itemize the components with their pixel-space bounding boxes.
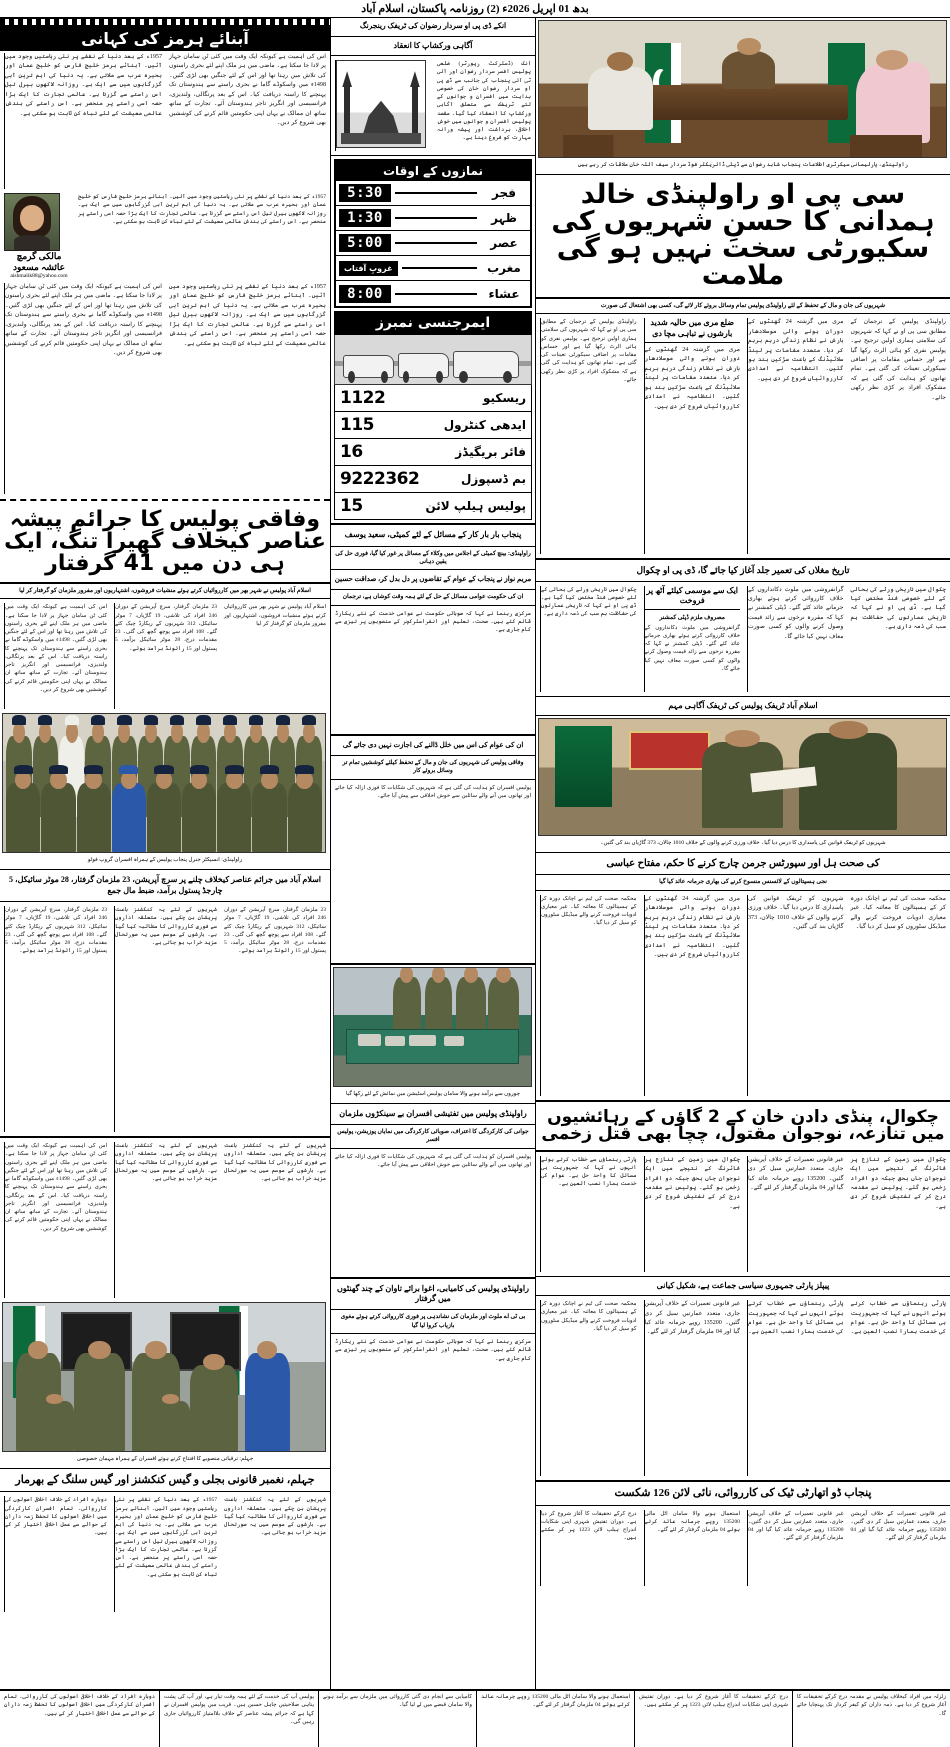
punjab-col4: درج کرکے تحقیقات کا آغاز شروع کر دیا ہے۔ دوران تفتیش شہری اپنی شکایات اندراج ہیلپ لائن 1223 پر کر سکتے ہیں۔ xyxy=(541,1510,637,1542)
emergency-number: 16 xyxy=(340,442,363,463)
party-col4: محکمہ صحت کی ٹیم نے اچانک دورہ کر کے ہسپتالوں کا معائنہ کیا۔ غیر معیاری ادویات فروخت کرنے والے میڈیکل سٹوروں کو سیل کر دیا گیا۔ xyxy=(541,1301,637,1332)
headline-murree: ضلع مری میں حالیہ شدید بارشوں نے تباہی مچا دی xyxy=(650,318,735,338)
prayer-name: ظہر xyxy=(491,211,517,226)
headline-rwp-invest: راولپنڈی پولیس میں تفتیشی افسران بے سینکڑوں ملزمان xyxy=(339,1108,527,1118)
decorative-band xyxy=(0,18,330,26)
gas-col3: اس کی اہمیت ہے کیونکہ ایک وقت میں کئی ٹن سامان جہاز پر لادا جا سکتا ہے۔ ماضی میں ہر ملک اپنے لئے بحری راستوں کی تلاش میں رہتا تھا اور اس کے لئے جنگیں بھی لڑی گئیں۔ 1498ء میں واسکوڈے گاما نے بحری راستے سے ہندوستان تک پہنچنے کا راستہ دریافت کیا۔ اس کے بعد پرتگالی، ولندیزی، فرانسیسی اور انگریز تاجر ہندوستان آئے۔ تجارت کے ساتھ ساتھ ان ممالک نے یہاں اپنی حکومتیں قائم کرنے کی کوششیں بھی شروع کر دیں۔ xyxy=(5,1143,107,1232)
feature-col1b: 1957ء کے بعد دنیا کے نقشے پر نئی ریاستیں وجود میں آئیں۔ آبنائے ہرمز خلیج فارس کو خلیج عمان اور بحیرہ عرب سے ملاتی ہے۔ یہ دنیا کی اہم ترین آبی گزرگاہوں میں سے ایک ہے۔ روزانہ لاکھوں بیرل تیل اس راستے سے گزرتا ہے۔ عالمی تجارت کا ایک بڑا حصہ اسی راستے پر منحصر ہے۔ اس راستے کی بندش عالمی معیشت کے لئے تباہ کن ثابت ہو سکتی ہے۔ xyxy=(78,194,326,225)
murree-body: مری میں گزشتہ 24 گھنٹوں کے دوران ہونے والی موسلادھار بارش نے نظام زندگی درہم برہم کر دیا۔ متعدد مقامات پر لینڈ سلائیڈنگ کے باعث سڑکیں بند ہو گئیں۔ انتظامیہ نے امدادی کارروائیاں شروع کر دی ہیں۔ xyxy=(644,347,740,410)
photo-ceremony xyxy=(2,1302,326,1452)
headline-isb-search: اسلام آباد میں جرائم عناصر کیخلاف چلنے پر سرچ آپریشن، 23 ملزمان گرفتار، 28 موٹر سائیکل، 5 چارجڈ پستول برآمد، ضبط مال جمع xyxy=(8,875,322,895)
photo-award xyxy=(538,718,947,836)
headline-police-crackdown: وفاقی پولیس کا جرائم پیشہ عناصر کیخلاف گھیرا تنگ، ایک ہی دن میں 41 گرفتار xyxy=(4,507,326,576)
subhead-kidnap: بی ٹی اے ملوث اور ملزمان کی نشاندہی پر فوری کارروائی کرتے ہوئے مغوی بازیاب کروا لیا گیا xyxy=(340,1314,526,1329)
feature-body-bottom xyxy=(0,281,330,496)
police-col1: اسلام آباد پولیس نے شہر بھر میں کارروائیاں کرتے ہوئے منشیات فروشوں، اشتہاریوں اور مفرور ملزمان کو گرفتار کر لیا xyxy=(224,604,326,627)
prayer-row xyxy=(336,256,530,281)
prayer-time: 5:00 xyxy=(339,234,391,252)
emergency-name: بم ڈسپوزل xyxy=(461,472,526,487)
gas-tail-col3: دوبارہ افراد کے خلاف اخلاقی اصولوں کی کارروائی۔ تمام افسران کارکردگی میں اخلاقی اصولوں کا تحفظ زمہ داران کے حوالے سے عمل اخلاقی اختیار کر کے ہیں۔ xyxy=(5,1497,107,1537)
punjab-col3: استعمال ہونے والا سامان اٹل مالی 135200 روپے جرمانہ عائد کرتے ہوئے 04 ملزمان گرفتار کر لئے گئے۔ xyxy=(644,1510,740,1534)
feature-col2: 1957ء کے بعد دنیا کے نقشے پر نئی ریاستیں وجود میں آئیں۔ آبنائے ہرمز خلیج فارس کو خلیج عمان اور بحیرہ عرب سے ملاتی ہے۔ یہ دنیا کی اہم ترین آبی گزرگاہوں میں سے ایک ہے۔ روزانہ لاکھوں بیرل تیل اس راستے سے گزرتا ہے۔ عالمی تجارت کا ایک بڑا حصہ اسی راستے پر منحصر ہے۔ اس راستے کی بندش عالمی معیشت کے لئے تباہ کن ثابت ہو سکتی ہے۔ xyxy=(5,54,162,117)
headline-charge: کی صحت ہل اور سپورٹس جرمن چارج کرنے کا حکم، مفتاح عباسی xyxy=(606,857,880,869)
punjab-col1: غیر قانونی تعمیرات کے خلاف آپریشن جاری، متعدد عمارتیں سیل کر دی گئیں۔ 135200 روپے جرمانہ عائد کیا گیا اور 04 ملزمان گرفتار کر لئے گئے۔ xyxy=(850,1510,946,1542)
bottom-col-4: کامیابی سے انجام دی گئی کارروائی میں ملزمان سے برآمد ہونے والا سامان قبضے میں لے لیا گیا۔ xyxy=(323,1694,472,1709)
subhead-maryam: ان کی حکومت عوامی مسائل کے حل کے لئے ہمہ وقت کوشاں ہے، ترجمان xyxy=(342,594,524,601)
prayer-name: عشاء xyxy=(488,286,520,301)
headline-party: پیپلز پارٹی جمہوری سیاسی جماعت ہے، شکیل کیانی xyxy=(656,1280,830,1290)
bottom-col-6: دوبارہ افراد کے خلاف اخلاقی اصولوں کی کارروائی۔ تمام افسران کارکردگی میں اخلاقی اصولوں کا تحفظ زمہ داران کے حوالے سے عمل اخلاقی اختیار کر کے ہیں۔ xyxy=(4,1694,155,1717)
gas-col2: شہریوں کے لئے یہ کنکشنز باعث پریشان بن چکے ہیں۔ متعلقہ اداروں سے فوری کارروائی کا مطالبہ کیا گیا ہے۔ بارشوں کے موسم میں یہ صورتحال مزید خراب ہو جاتی ہے۔ xyxy=(115,1143,217,1182)
column-middle xyxy=(330,18,535,1747)
fruit-body: گرانفروشی میں ملوث دکانداروں کے خلاف کارروائی کرتے ہوئے بھاری جرمانے عائد کئے گئے۔ ڈپٹی کمشنر نے کہا کہ مقررہ نرخوں سے زائد قیمت وصول کرنے والوں کو کسی صورت معاف نہیں کیا جائے گا۔ xyxy=(644,624,740,672)
author-name: عائشہ مسعود xyxy=(12,262,66,272)
mughal-col1: چکوال میں تاریخی ورثے کی بحالی کے لئے خصوصی فنڈ مختص کیا گیا ہے۔ ڈی پی او نے کہا کہ تاریخی عمارتوں کی حفاظت ہم سب کی ذمہ داری ہے۔ xyxy=(850,586,946,631)
photo-police-group xyxy=(2,713,326,853)
emergency-name: فائر بریگیڈز xyxy=(455,445,526,460)
head-anak-1: انکے ڈی پی او سردار رضوان کی ٹریفک رینجرنگ xyxy=(359,21,507,30)
masthead-date-line: بدھ 01 اپریل 2026ء (2) روزنامہ پاکستان، اسلام آباد xyxy=(361,3,589,15)
block-anak xyxy=(331,58,535,153)
prayer-name: عصر xyxy=(490,236,518,251)
bottom-col-3: استعمال ہونے والا سامان اٹل مالی 135200 روپے جرمانہ عائد کرتے ہوئے 04 ملزمان گرفتار کر لئے گئے۔ xyxy=(481,1694,630,1709)
caption-seized-goods: چوروں سے برآمد ہونے والا سامان پولیس اسٹیشن میں نمائش کے لئے رکھا گیا xyxy=(345,1090,521,1097)
author-box xyxy=(0,191,330,281)
author-label: مالکی گرمچ xyxy=(16,251,62,261)
column-left xyxy=(0,18,330,1747)
emergency-name: ایدھی کنٹرول xyxy=(443,418,526,433)
masthead xyxy=(0,0,950,18)
head-anak-2: آگاہی ورکشاپ کا انعقاد xyxy=(393,40,473,50)
headline-punjab: پنجاب ڈو اتھارٹی ٹیک کی کارروائی، نائی لائن 126 شکست xyxy=(614,1487,872,1500)
gas-tail-col2: 1957ء کے بعد دنیا کے نقشے پر نئی ریاستیں وجود میں آئیں۔ آبنائے ہرمز خلیج فارس کو خلیج عمان اور بحیرہ عرب سے ملاتی ہے۔ یہ دنیا کی اہم ترین آبی گزرگاہوں میں سے ایک ہے۔ روزانہ لاکھوں بیرل تیل اس راستے سے گزرتا ہے۔ عالمی تجارت کا ایک بڑا حصہ اسی راستے پر منحصر ہے۔ اس راستے کی بندش عالمی معیشت کے لئے تباہ کن ثابت ہو سکتی ہے۔ xyxy=(115,1497,217,1578)
prayer-times-title: نمازوں کے اوقات xyxy=(336,161,530,181)
punjab-col2: غیر قانونی تعمیرات کے خلاف آپریشن جاری، متعدد عمارتیں سیل کر دی گئیں۔ 135200 روپے جرمانہ عائد کیا گیا اور 04 ملزمان گرفتار کر لئے گئے۔ xyxy=(748,1510,844,1542)
mughal-col2: گرانفروشی میں ملوث دکانداروں کے خلاف کارروائی کرتے ہوئے بھاری جرمانے عائد کئے گئے۔ ڈپٹی کمشنر نے کہا کہ مقررہ نرخوں سے زائد قیمت وصول کرنے والوں کو کسی صورت معاف نہیں کیا جائے گا۔ xyxy=(748,586,844,640)
emergency-row xyxy=(334,493,532,520)
prayer-times-table xyxy=(334,159,532,308)
charge-col2: شہریوں کو ٹریفک قوانین کی پاسداری کا درس دیا گیا۔ خلاف ورزی کرنے والوں کے خلاف 1010 چالان، 373 گاڑیاں بند کی گئیں۔ xyxy=(748,895,844,930)
water-col1: چکوال میں زمین کے تنازع پر فائرنگ کے نتیجے میں ایک نوجوان جاں بحق جبکہ دو افراد زخمی ہو گئے۔ پولیس نے مقدمہ درج کر کے تفتیش شروع کر دی ہے۔ xyxy=(850,1156,946,1210)
charge-col1: محکمہ صحت کی ٹیم نے اچانک دورہ کر کے ہسپتالوں کا معائنہ کیا۔ غیر معیاری ادویات فروخت کرنے والے میڈیکل سٹوروں کو سیل کر دیا گیا۔ xyxy=(850,895,946,930)
headline-kidnap: راولپنڈی پولیس کی کامیابی، اغوا برائے تاوان کے چند گھنٹوں میں گرفتار xyxy=(337,1283,529,1304)
headline-fruit: ایک سے موسمی کیلئے آٹھ پر فروخت xyxy=(646,585,739,605)
main-body-col2: مری میں گزشتہ 24 گھنٹوں کے دوران ہونے والی موسلادھار بارش نے نظام زندگی درہم برہم کر دیا۔ متعدد مقامات پر لینڈ سلائیڈنگ کے باعث سڑکیں بند ہو گئیں۔ انتظامیہ نے امدادی کارروائیاں شروع کر دی ہیں۔ xyxy=(748,319,844,382)
prayer-dash xyxy=(395,192,477,194)
photo-seized-goods xyxy=(333,967,532,1087)
block-water xyxy=(536,1154,950,1274)
emergency-row xyxy=(334,412,532,439)
emergency-number: 15 xyxy=(340,496,363,517)
water-col3: چکوال میں زمین کے تنازع پر فائرنگ کے نتیجے میں ایک نوجوان جاں بحق جبکہ دو افراد زخمی ہو گئے۔ پولیس نے مقدمہ درج کر کے تفتیش شروع کر دی ہے۔ xyxy=(644,1156,740,1210)
photo-mosque xyxy=(336,60,426,148)
prayer-row xyxy=(336,231,530,256)
caption-police-group: راولپنڈی: انسپکٹر جنرل پنجاب پولیس کے ہمراہ افسران گروپ فوٹو xyxy=(87,857,243,864)
subhead-rwp-invest: جوانی کی کارکردگی کا اعتراف، صوبائی کارکردگی میں نمایاں پوزیشن، پولیس افسر xyxy=(337,1128,529,1144)
prayer-time: 8:00 xyxy=(339,285,391,303)
bottom-strip xyxy=(0,1689,950,1747)
emergency-name: ریسکیو xyxy=(482,391,526,406)
headline-gas: جہلم، نغمبر قانونی بجلی و گیس کنکشنز اور گیس سلنگ کے بھرمار xyxy=(15,1473,315,1486)
prayer-dash xyxy=(395,242,477,244)
isb-col1: 23 ملزمان گرفتار، سرچ آپریشن کے دوران 246 افراد کی تلاشی، 19 گاڑیاں، 7 موٹر سائیکل، 312 شہریوں کے ریکارڈ چیک کئے گئے۔ 108 افراد سے پوچھ گچھ کی گئی۔ 23 مقدمات درج، 28 موٹر سائیکل برآمد، 5 پستول اور 15 رائونڈ برآمد ہوئے۔ xyxy=(224,907,327,955)
headline-crime: ان کی عوام کی اس میں خلل ڈالنے کی اجازت نہیں دی جائے گی xyxy=(342,740,524,749)
party-col3: غیر قانونی تعمیرات کے خلاف آپریشن جاری، متعدد عمارتیں سیل کر دی گئیں۔ 135200 روپے جرمانہ عائد کیا گیا اور 04 ملزمان گرفتار کر لئے گئے۔ xyxy=(644,1301,740,1336)
party-col1: پارٹی رہنماؤں سے خطاب کرتے ہوئے انہوں نے کہا کہ جمہوریت ہی مسائل کا واحد حل ہے۔ عوام کی خدمت ہمارا نصب العین ہے۔ xyxy=(850,1301,946,1336)
page-grid xyxy=(0,18,950,1747)
emergency-title: ایمرجنسی نمبرز xyxy=(334,311,532,335)
subhead-fruit: مصروف ملزم ڈپٹی کمشنر xyxy=(659,615,726,622)
block-isb-body xyxy=(0,904,330,1134)
headline-bar: پنجاب بار بار کار کے مسائل کے لئے کمیٹی، سعید یوسف xyxy=(344,530,522,540)
photo-ambulances xyxy=(334,335,532,385)
block-main-body xyxy=(536,316,950,556)
headline-traffic: اسلام آباد ٹریفک پولیس کی ٹریفک آگاہی مہم xyxy=(668,700,818,710)
block-mughal xyxy=(536,584,950,694)
emergency-numbers-table xyxy=(334,311,532,520)
prayer-time: 1:30 xyxy=(339,209,391,227)
main-body-col1: راولپنڈی پولیس کے ترجمان کے مطابق سی پی او نے کہا کہ شہریوں کی سلامتی ہماری اولین ترجیح ہے۔ پولیس نفری کو ہائی الرٹ رکھا گیا ہے اور حساس مقامات پر اضافی سیکورٹی تعینات کی گئی ہے۔ تمام تھانوں کو ہدایت کی گئی ہے کہ مشکوک افراد پر کڑی نظر رکھی جائے۔ xyxy=(850,319,946,401)
headline-main: سی پی او راولپنڈی خالد ہمدانی کا حسنِ شہریوں کی سکیورٹی سخت نہیں ہو گی ملامت xyxy=(551,178,935,291)
block-gas-body xyxy=(0,1140,330,1300)
subhead-main: شہریوں کی جان و مال کے تحفظ کے لئے راولپنڈی پولیس تمام وسائل بروئے کار لائے گی، کسی بھی اشتعال کی صورت xyxy=(600,302,886,309)
column-right xyxy=(535,18,950,1747)
feature-banner-title: آبنائے ہرمز کی کہانی xyxy=(0,26,330,51)
section-divider-dashed xyxy=(0,499,330,501)
block-gas-tail xyxy=(0,1494,330,1614)
emergency-name: پولیس ہیلپ لائن xyxy=(425,499,526,514)
mughal-col4: چکوال میں تاریخی ورثے کی بحالی کے لئے خصوصی فنڈ مختص کیا گیا ہے۔ ڈی پی او نے کہا کہ تاریخی عمارتوں کی حفاظت ہم سب کی ذمہ داری ہے۔ xyxy=(541,586,637,618)
charge-col3: مری میں گزشتہ 24 گھنٹوں کے دوران ہونے والی موسلادھار بارش نے نظام زندگی درہم برہم کر دیا۔ متعدد مقامات پر لینڈ سلائیڈنگ کے باعث سڑکیں بند ہو گئیں۔ انتظامیہ نے امدادی کارروائیاں شروع کر دی ہیں۔ xyxy=(644,895,740,959)
emergency-row xyxy=(334,385,532,412)
prayer-row xyxy=(336,206,530,231)
prayer-name: مغرب xyxy=(487,261,521,276)
author-photo xyxy=(4,193,60,251)
water-col4: پارٹی رہنماؤں سے خطاب کرتے ہوئے انہوں نے کہا کہ جمہوریت ہی مسائل کا واحد حل ہے۔ عوام کی خدمت ہمارا نصب العین ہے۔ xyxy=(541,1156,637,1188)
feature-b-col1: 1957ء کے بعد دنیا کے نقشے پر نئی ریاستیں وجود میں آئیں۔ آبنائے ہرمز خلیج فارس کو خلیج عمان اور بحیرہ عرب سے ملاتی ہے۔ یہ دنیا کی اہم ترین آبی گزرگاہوں میں سے ایک ہے۔ روزانہ لاکھوں بیرل تیل اس راستے سے گزرتا ہے۔ عالمی تجارت کا ایک بڑا حصہ اسی راستے پر منحصر ہے۔ اس راستے کی بندش عالمی معیشت کے لئے تباہ کن ثابت ہو سکتی ہے۔ xyxy=(169,284,326,347)
block-charge xyxy=(536,893,950,1098)
prayer-row xyxy=(336,181,530,206)
emergency-row xyxy=(334,466,532,493)
rwp-invest-body: پولیس افسران کو ہدایت کی گئی ہے کہ شہریوں کی شکایات کا فوری ازالہ کیا جائے اور تھانوں میں آنے والے سائلین سے خوش اخلاقی سے پیش آیا جائے۔ xyxy=(335,1153,531,1168)
party-col2: پارٹی رہنماؤں سے خطاب کرتے ہوئے انہوں نے کہا کہ جمہوریت ہی مسائل کا واحد حل ہے۔ عوام کی خدمت ہمارا نصب العین ہے۔ xyxy=(748,1301,844,1336)
prayer-time: غروبِ آفتاب xyxy=(339,261,398,276)
caption-meeting: راولپنڈی، پارلیمانی سیکرٹری اطلاعات پنجاب شاہد رضوان سے ڈپٹی ڈائریکٹر فوڈ سردار سیف اللہ خان ملاقات کر رہے ہیں xyxy=(578,162,908,168)
charge-col4: محکمہ صحت کی ٹیم نے اچانک دورہ کر کے ہسپتالوں کا معائنہ کیا۔ غیر معیاری ادویات فروخت کرنے والے میڈیکل سٹوروں کو سیل کر دیا گیا۔ xyxy=(541,895,637,927)
prayer-dash xyxy=(395,293,477,295)
bottom-col-2: درج کرکے تحقیقات کا آغاز شروع کر دیا ہے۔ دوران تفتیش شہری اپنی شکایات اندراج ہیلپ لائن 1223 پر کر سکتے ہیں۔ xyxy=(639,1694,788,1709)
maryam-body: مرکزی رہنما نے کہا کہ صوبائی حکومت نے عوامی خدمت کے نئے ریکارڈ قائم کئے ہیں۔ صحت، تعلیم اور انفراسٹرکچر کے منصوبوں پر تیزی سے کام جاری ہے۔ xyxy=(335,610,531,634)
gas-tail-col1: شہریوں کے لئے یہ کنکشنز باعث پریشان بن چکے ہیں۔ متعلقہ اداروں سے فوری کارروائی کا مطالبہ کیا گیا ہے۔ بارشوں کے موسم میں یہ صورتحال مزید خراب ہو جاتی ہے۔ xyxy=(224,1497,326,1537)
prayer-row xyxy=(336,281,530,306)
prayer-name: فجر xyxy=(492,186,516,201)
prayer-time: 5:30 xyxy=(339,184,391,202)
block-party xyxy=(536,1298,950,1478)
isb-col2: شہریوں کے لئے یہ کنکشنز باعث پریشان بن چکے ہیں۔ متعلقہ اداروں سے فوری کارروائی کا مطالبہ کیا گیا ہے۔ بارشوں کے موسم میں یہ صورتحال مزید خراب ہو جاتی ہے۔ xyxy=(115,907,217,946)
emergency-number: 1122 xyxy=(340,388,386,409)
emergency-number: 9222362 xyxy=(340,469,420,490)
headline-water: چکوال، پنڈی دادن خان کے 2 گاؤں کے رہائشیوں میں تنازعہ، نوجوان مقتول، چچا بھی قتل زخمی xyxy=(541,1106,945,1144)
gas-col1: شہریوں کے لئے یہ کنکشنز باعث پریشان بن چکے ہیں۔ متعلقہ اداروں سے فوری کارروائی کا مطالبہ کیا گیا ہے۔ بارشوں کے موسم میں یہ صورتحال مزید خراب ہو جاتی ہے۔ xyxy=(224,1143,326,1182)
headline-maryam: مریم نواز نے پنجاب کے عوام کے تقاضوں پر دل بدل کر، صداقت حسین xyxy=(334,575,532,584)
police-col3: اس کی اہمیت ہے کیونکہ ایک وقت میں کئی ٹن سامان جہاز پر لادا جا سکتا ہے۔ ماضی میں ہر ملک اپنے لئے بحری راستوں کی تلاش میں رہتا تھا اور اس کے لئے جنگیں بھی لڑی گئیں۔ 1498ء میں واسکوڈے گاما نے بحری راستے سے ہندوستان تک پہنچنے کا راستہ دریافت کیا۔ اس کے بعد پرتگالی، ولندیزی، فرانسیسی اور انگریز تاجر ہندوستان آئے۔ تجارت کے ساتھ ساتھ ان ممالک نے یہاں اپنی حکومتیں قائم کرنے کی کوششیں بھی شروع کر دیں۔ xyxy=(5,604,107,693)
subhead-bar: راولپنڈی: بینچ کمیٹی کے اجلاس میں وکلاء کے مسائل پر غور کیا گیا، فوری حل کی یقین دہانی xyxy=(335,550,531,565)
feature-body-top xyxy=(0,51,330,191)
emergency-number: 115 xyxy=(340,415,374,436)
main-body-col4: راولپنڈی پولیس کے ترجمان کے مطابق سی پی او نے کہا کہ شہریوں کی سلامتی ہماری اولین ترجیح ہے۔ پولیس نفری کو ہائی الرٹ رکھا گیا ہے اور حساس مقامات پر اضافی سیکورٹی تعینات کی گئی ہے۔ تمام تھانوں کو ہدایت کی گئی ہے کہ مشکوک افراد پر کڑی نظر رکھی جائے۔ xyxy=(541,319,637,383)
headline-mughal: تاریخ مغلاں کی تعمیر جلد آغاز کیا جائے گا، ڈی پی او چکوال xyxy=(636,565,850,576)
prayer-dash xyxy=(395,217,477,219)
anak-body-col1: انک (ڈسٹرکٹ رپورٹر) ضلعی پولیس افسر سردار رضوان اور آئی ٹی آئی پنجاب کی جانب سے ڈی پی او سردار رضوان خان کی خصوصی ہدایت میں افسران و جوانوں کے لئے ٹریفک سے متعلق آگاہی ورکشاپ کا انعقاد کیا گیا۔ مقصد پولیس افسران و جوانوں میں خوش اخلاقی، برداشت اور پیشہ ورانہ مہارت کو فروغ دینا ہے۔ xyxy=(437,61,531,142)
kidnap-body: مرکزی رہنما نے کہا کہ صوبائی حکومت نے عوامی خدمت کے نئے ریکارڈ قائم کئے ہیں۔ صحت، تعلیم اور انفراسٹرکچر کے منصوبوں پر تیزی سے کام جاری ہے۔ xyxy=(335,1339,531,1362)
police-col2: 23 ملزمان گرفتار، سرچ آپریشن کے دوران 246 افراد کی تلاشی، 19 گاڑیاں، 7 موٹر سائیکل، 312 شہریوں کے ریکارڈ چیک کئے گئے۔ 108 افراد سے پوچھ گچھ کی گئی۔ 23 مقدمات درج، 28 موٹر سائیکل برآمد، 5 پستول اور 15 رائونڈ برآمد ہوئے۔ xyxy=(115,604,218,652)
feature-b-col2: اس کی اہمیت ہے کیونکہ ایک وقت میں کئی ٹن سامان جہاز پر لادا جا سکتا ہے۔ ماضی میں ہر ملک اپنے لئے بحری راستوں کی تلاش میں رہتا تھا اور اس کے لئے جنگیں بھی لڑی گئیں۔ 1498ء میں واسکوڈے گاما نے بحری راستے سے ہندوستان تک پہنچنے کا راستہ دریافت کیا۔ اس کے بعد پرتگالی، ولندیزی، فرانسیسی اور انگریز تاجر ہندوستان آئے۔ تجارت کے ساتھ ساتھ ان ممالک نے یہاں اپنی حکومتیں قائم کرنے کی کوششیں بھی شروع کر دیں۔ xyxy=(5,284,162,357)
caption-award: شہریوں کو ٹریفک قوانین کی پاسداری کا درس دیا گیا۔ خلاف ورزی کرنے والوں کے خلاف 1010 چالان، 373 گاڑیاں بند کی گئیں۔ xyxy=(600,839,886,846)
bottom-col-1: زلزلہ میں افراد کیخلاف پولیس نے مقدمہ درج کرکے تحقیقات کا آغاز شروع کر دیا ہے۔ ذمہ داران کو کیفر کردار تک پہنچایا جائے گا۔ xyxy=(797,1694,946,1717)
emergency-row xyxy=(334,439,532,466)
subhead-crime: وفاقی پولیس کی شہریوں کی جان و مال کے تحفظ کیلئے کوششیں تمام تر وسائل بروئے کار xyxy=(342,759,524,775)
isb-col3: 23 ملزمان گرفتار، سرچ آپریشن کے دوران 246 افراد کی تلاشی، 19 گاڑیاں، 7 موٹر سائیکل، 312 شہریوں کے ریکارڈ چیک کئے گئے۔ 108 افراد سے پوچھ گچھ کی گئی۔ 23 مقدمات درج، 28 موٹر سائیکل برآمد، 5 پستول اور 15 رائونڈ برآمد ہوئے۔ xyxy=(5,907,108,955)
block-punjab xyxy=(536,1508,950,1588)
block-police-body xyxy=(0,601,330,711)
feature-col1: اس کی اہمیت ہے کیونکہ ایک وقت میں کئی ٹن سامان جہاز پر لادا جا سکتا ہے۔ ماضی میں ہر ملک اپنے لئے بحری راستوں کی تلاش میں رہتا تھا اور اس کے لئے جنگیں بھی لڑی گئیں۔ 1498ء میں واسکوڈے گاما نے بحری راستے سے ہندوستان تک پہنچنے کا راستہ دریافت کیا۔ اس کے بعد پرتگالی، ولندیزی، فرانسیسی اور انگریز تاجر ہندوستان آئے۔ تجارت کے ساتھ ساتھ ان ممالک نے یہاں اپنی حکومتیں قائم کرنے کی کوششیں بھی شروع کر دیں۔ xyxy=(169,54,326,127)
subhead-charge: نجی ہسپتالوں کے لائسنس منسوخ کرنے کی بھاری جرمانہ عائد کیا گیا xyxy=(659,879,827,886)
photo-meeting xyxy=(538,20,947,158)
bottom-col-5: پولیس آپ کی خدمت کے لئے ہمہ وقت تیار ہے، اور آپ کی پشت پناہی صلاحیتیں چاہل حسین ہیں۔ قریب میں پولیس افسران نے کہا ہے کہ جرائم پیشہ عناصر کے خلاف بلاامتیاز کارروائیاں جاری رہیں گی۔ xyxy=(164,1694,314,1725)
caption-ceremony: جہلم: ترقیاتی منصوبے کا افتتاح کرتے ہوئے افسران کے ہمراہ مہمان خصوصی xyxy=(76,1456,254,1462)
water-col2: غیر قانونی تعمیرات کے خلاف آپریشن جاری، متعدد عمارتیں سیل کر دی گئیں۔ 135200 روپے جرمانہ عائد کیا گیا اور 04 ملزمان گرفتار کر لئے گئے۔ xyxy=(748,1156,844,1191)
crime-body: پولیس افسران کو ہدایت کی گئی ہے کہ شہریوں کی شکایات کا فوری ازالہ کیا جائے اور تھانوں میں آنے والے سائلین سے خوش اخلاقی سے پیش آیا جائے۔ xyxy=(335,784,531,799)
subhead-police-crackdown: اسلام آباد پولیس نے شہر بھر میں کارروائیاں کرتے ہوئے منشیات فروشوں، اشتہاریوں اور مفرور ملزمان کو گرفتار کر لیا xyxy=(19,588,311,594)
prayer-dash xyxy=(402,267,477,269)
author-email: aishmalik88@yahoo.com xyxy=(10,273,68,279)
